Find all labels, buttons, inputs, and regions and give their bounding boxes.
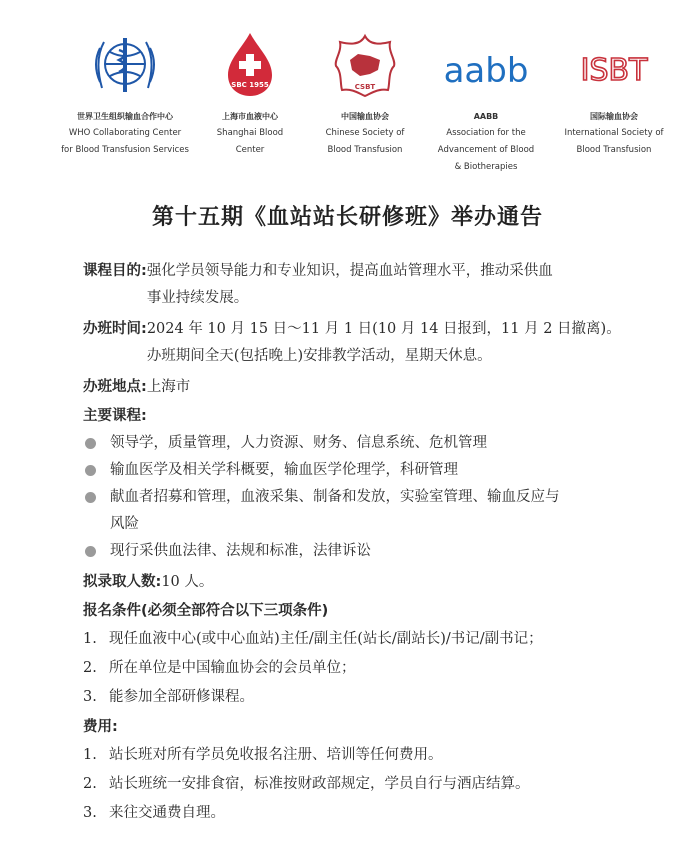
fee-text: 来往交通费自理。	[109, 805, 225, 821]
aabb-logo-block	[416, 30, 556, 176]
aabb-wordmark: aabb	[443, 51, 529, 91]
condition-item	[83, 683, 658, 712]
condition-number: 3.	[83, 689, 97, 705]
condition-number: 2.	[83, 660, 97, 676]
who-emblem-icon	[88, 30, 162, 100]
time-row	[83, 316, 658, 370]
quota-value: 10 人。	[161, 574, 214, 590]
aabb-name: AABB	[473, 112, 499, 121]
condition-item	[83, 625, 658, 654]
csbt-en-line1: Chinese Society of	[325, 128, 405, 138]
time-label: 办班时间:	[83, 321, 147, 337]
isbt-wordmark-icon	[569, 30, 659, 100]
csbt-logo-block	[306, 30, 424, 159]
course-item	[83, 430, 658, 457]
place-value: 上海市	[146, 379, 191, 395]
fee-item	[83, 770, 658, 799]
fee-number: 3.	[83, 805, 97, 821]
bullet-icon	[85, 438, 96, 449]
place-label: 办班地点:	[83, 379, 147, 395]
fee-item	[83, 799, 658, 828]
condition-text: 所在单位是中国输血协会的会员单位；	[109, 660, 356, 676]
who-en-line2: for Blood Transfusion Services	[61, 145, 189, 155]
course-item	[83, 457, 658, 484]
fee-number: 2.	[83, 776, 97, 792]
isbt-logo-block	[548, 30, 680, 159]
fee-item	[83, 741, 658, 770]
time-line2: 办班期间全天(包括晚上)安排教学活动，星期天休息。	[146, 348, 492, 364]
sbc-blood-drop-icon	[222, 30, 278, 100]
course-item-text: 领导学，质量管理，人力资源、财务、信息系统、危机管理	[110, 435, 487, 451]
purpose-row	[83, 258, 658, 312]
sbc-logo-block	[190, 30, 310, 159]
courses-heading: 主要课程:	[83, 408, 147, 424]
purpose-line2: 事业持续发展。	[146, 290, 249, 306]
course-item	[83, 538, 658, 565]
bullet-icon	[85, 492, 96, 503]
fee-text: 站长班对所有学员免收报名注册、培训等任何费用。	[109, 747, 443, 763]
who-cn-name: 世界卫生组织输血合作中心	[77, 112, 173, 121]
fees-heading: 费用:	[83, 719, 118, 735]
condition-text: 能参加全部研修课程。	[109, 689, 254, 705]
time-line1: 2024 年 10 月 15 日～11 月 1 日(10 月 14 日报到，11 月 2 日撤离)。	[146, 321, 621, 337]
purpose-line1: 强化学员领导能力和专业知识，提高血站管理水平，推动采供血	[146, 263, 553, 279]
csbt-cn-name: 中国输血协会	[341, 112, 389, 121]
aabb-wordmark-icon	[436, 30, 536, 100]
sbc-badge-text: SBC 1955	[231, 81, 269, 89]
csbt-badge-text: CSBT	[354, 83, 376, 91]
who-logo-block	[40, 30, 210, 159]
csbt-seal-icon	[330, 30, 400, 100]
aabb-en-line1: Association for the	[446, 128, 526, 138]
logo-strip	[0, 30, 695, 190]
condition-number: 1.	[83, 631, 97, 647]
quota-label: 拟录取人数:	[83, 574, 162, 590]
course-item-text: 献血者招募和管理，血液采集、制备和发放，实验室管理、输血反应与	[110, 489, 560, 505]
conditions-heading: 报名条件(必须全部符合以下三项条件)	[83, 603, 329, 619]
isbt-en-line2: Blood Transfusion	[576, 145, 652, 155]
sbc-en-line2: Center	[235, 145, 265, 155]
place-row	[83, 374, 658, 401]
aabb-en-line2: Advancement of Blood	[437, 145, 535, 155]
course-item-text: 输血医学及相关学科概要，输血医学伦理学，科研管理	[110, 462, 458, 478]
course-item	[83, 484, 658, 538]
fee-number: 1.	[83, 747, 97, 763]
fee-text: 站长班统一安排食宿，标准按财政部规定，学员自行与酒店结算。	[109, 776, 530, 792]
sbc-cn-name: 上海市血液中心	[222, 112, 278, 121]
condition-text: 现任血液中心(或中心血站)主任/副主任(站长/副站长)/书记/副书记；	[109, 631, 543, 647]
course-item-text-cont: 风险	[110, 516, 139, 532]
isbt-en-line1: International Society of	[564, 128, 664, 138]
aabb-en-line3: & Biotherapies	[454, 162, 518, 172]
quota-row	[83, 569, 658, 596]
bullet-icon	[85, 546, 96, 557]
who-en-line1: WHO Collaborating Center	[68, 128, 182, 138]
notice-body	[83, 258, 658, 828]
notice-title: 第十五期《血站站长研修班》举办通告	[151, 205, 543, 230]
course-item-text: 现行采供血法律、法规和标准，法律诉讼	[110, 543, 371, 559]
purpose-label: 课程目的:	[83, 263, 147, 279]
csbt-en-line2: Blood Transfusion	[327, 145, 403, 155]
bullet-icon	[85, 465, 96, 476]
condition-item	[83, 654, 658, 683]
sbc-en-line1: Shanghai Blood	[216, 128, 284, 138]
isbt-cn-name: 国际输血协会	[590, 112, 638, 121]
isbt-wordmark: ISBT	[580, 53, 648, 88]
